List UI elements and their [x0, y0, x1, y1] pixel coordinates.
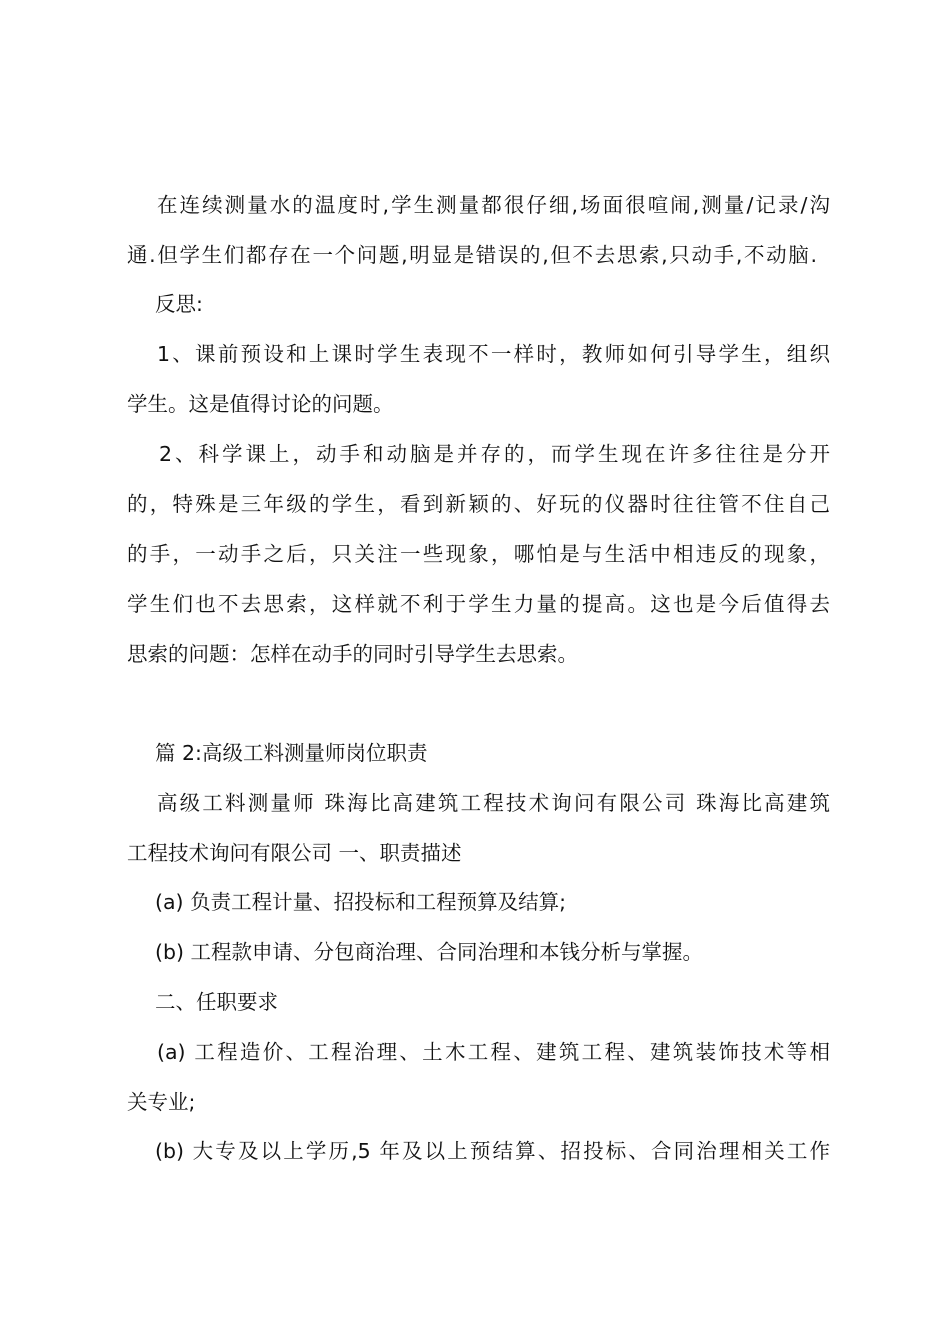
text-line: 学生。这是值得讨论的问题。	[127, 392, 394, 416]
text-line: 反思:	[155, 292, 203, 316]
section-heading: 篇 2:高级工料测量师岗位职责	[155, 741, 428, 765]
text-line: 的手，一动手之后，只关注一些现象，哪怕是与生活中相违反的现象，	[127, 542, 830, 566]
text-line: 2、科学课上，动手和动脑是并存的，而学生现在许多往往是分开	[159, 442, 830, 466]
text-line: 二、任职要求	[155, 990, 278, 1014]
text-line: (b) 工程款申请、分包商治理、合同治理和本钱分析与掌握。	[155, 940, 704, 964]
text-line: (a) 负责工程计量、招投标和工程预算及结算;	[155, 890, 566, 914]
text-line: 高级工料测量师 珠海比高建筑工程技术询问有限公司 珠海比高建筑	[157, 791, 830, 815]
text-line: 通.但学生们都存在一个问题,明显是错误的,但不去思索,只动手,不动脑.	[127, 243, 817, 267]
text-line: 的，特殊是三年级的学生，看到新颖的、好玩的仪器时往往管不住自己	[127, 492, 830, 516]
text-line: (a) 工程造价、工程治理、土木工程、建筑工程、建筑装饰技术等相	[157, 1040, 830, 1064]
text-line: 1、课前预设和上课时学生表现不一样时，教师如何引导学生，组织	[157, 342, 830, 366]
text-line: 学生们也不去思索，这样就不利于学生力量的提高。这也是今后值得去	[127, 592, 830, 616]
text-line: 工程技术询问有限公司 一、职责描述	[127, 841, 462, 865]
text-line: 关专业;	[127, 1090, 196, 1114]
text-line: (b) 大专及以上学历,5 年及以上预结算、招投标、合同治理相关工作	[155, 1139, 830, 1163]
text-line: 在连续测量水的温度时,学生测量都很仔细,场面很喧闹,测量/记录/沟	[157, 193, 830, 217]
text-line: 思索的问题：怎样在动手的同时引导学生去思索。	[127, 642, 578, 666]
